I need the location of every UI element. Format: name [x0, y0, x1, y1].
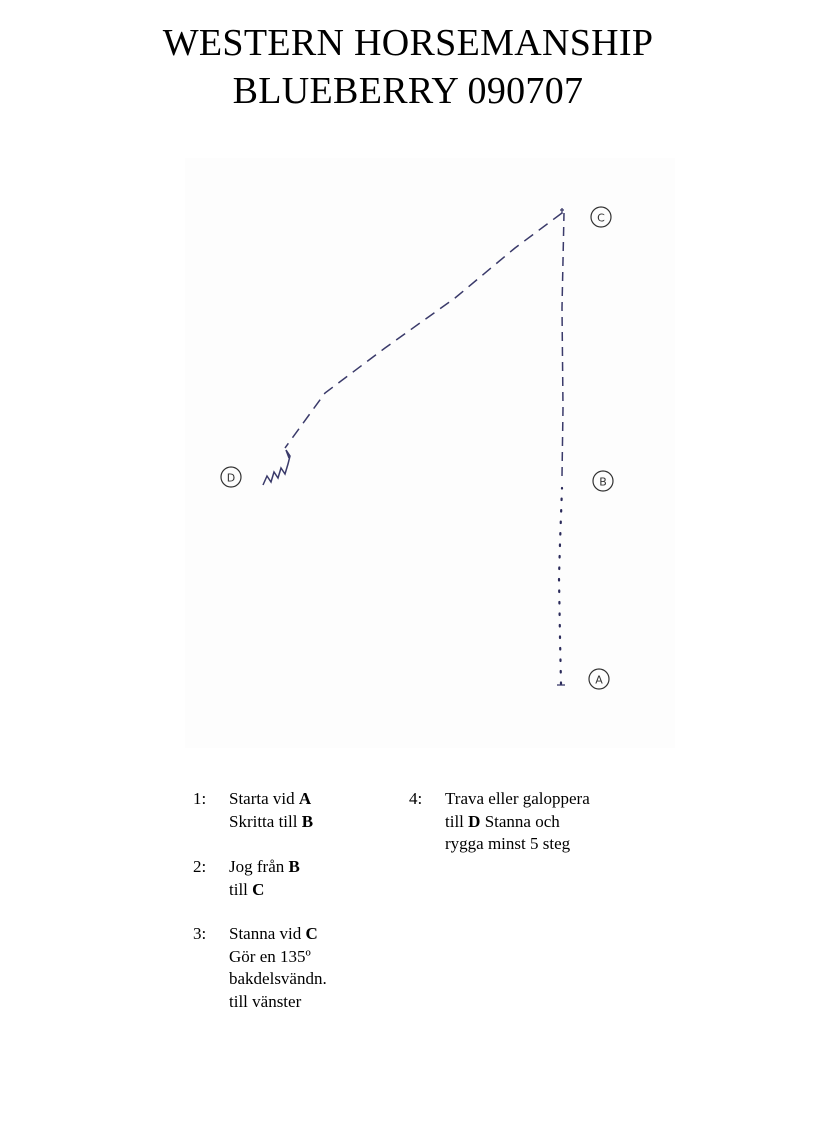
step-3-number: 3:: [193, 924, 207, 943]
step-2-line-2: till C: [229, 879, 265, 899]
step-1-line-1: Starta vid A: [229, 789, 312, 808]
page-title-line-1: WESTERN HORSEMANSHIP: [162, 22, 654, 64]
marker-a-label: A: [595, 673, 603, 687]
step-2-line-1: Jog från B: [229, 857, 300, 876]
pattern-diagram: [185, 158, 675, 748]
step-4-number: 4:: [409, 789, 423, 808]
marker-d-label: D: [226, 471, 236, 485]
step-3-line-4: till vänster: [229, 991, 302, 1011]
step-3-line-2: Gör en 135º: [229, 946, 311, 966]
page-title-line-2: BLUEBERRY 090707: [232, 70, 584, 112]
marker-c-label: C: [597, 211, 605, 225]
step-4-line-2: till D Stanna och: [445, 811, 560, 831]
step-3-line-3: bakdelsvändn.: [229, 969, 327, 988]
step-3-line-1: Stanna vid C: [229, 924, 318, 943]
marker-b-label: B: [599, 475, 607, 489]
step-4-line-1: Trava eller galoppera: [445, 789, 590, 808]
step-1-line-2: Skritta till B: [229, 811, 314, 831]
step-4-line-3: rygga minst 5 steg: [445, 834, 571, 853]
step-1-number: 1:: [193, 789, 207, 808]
step-2-number: 2:: [193, 857, 207, 876]
